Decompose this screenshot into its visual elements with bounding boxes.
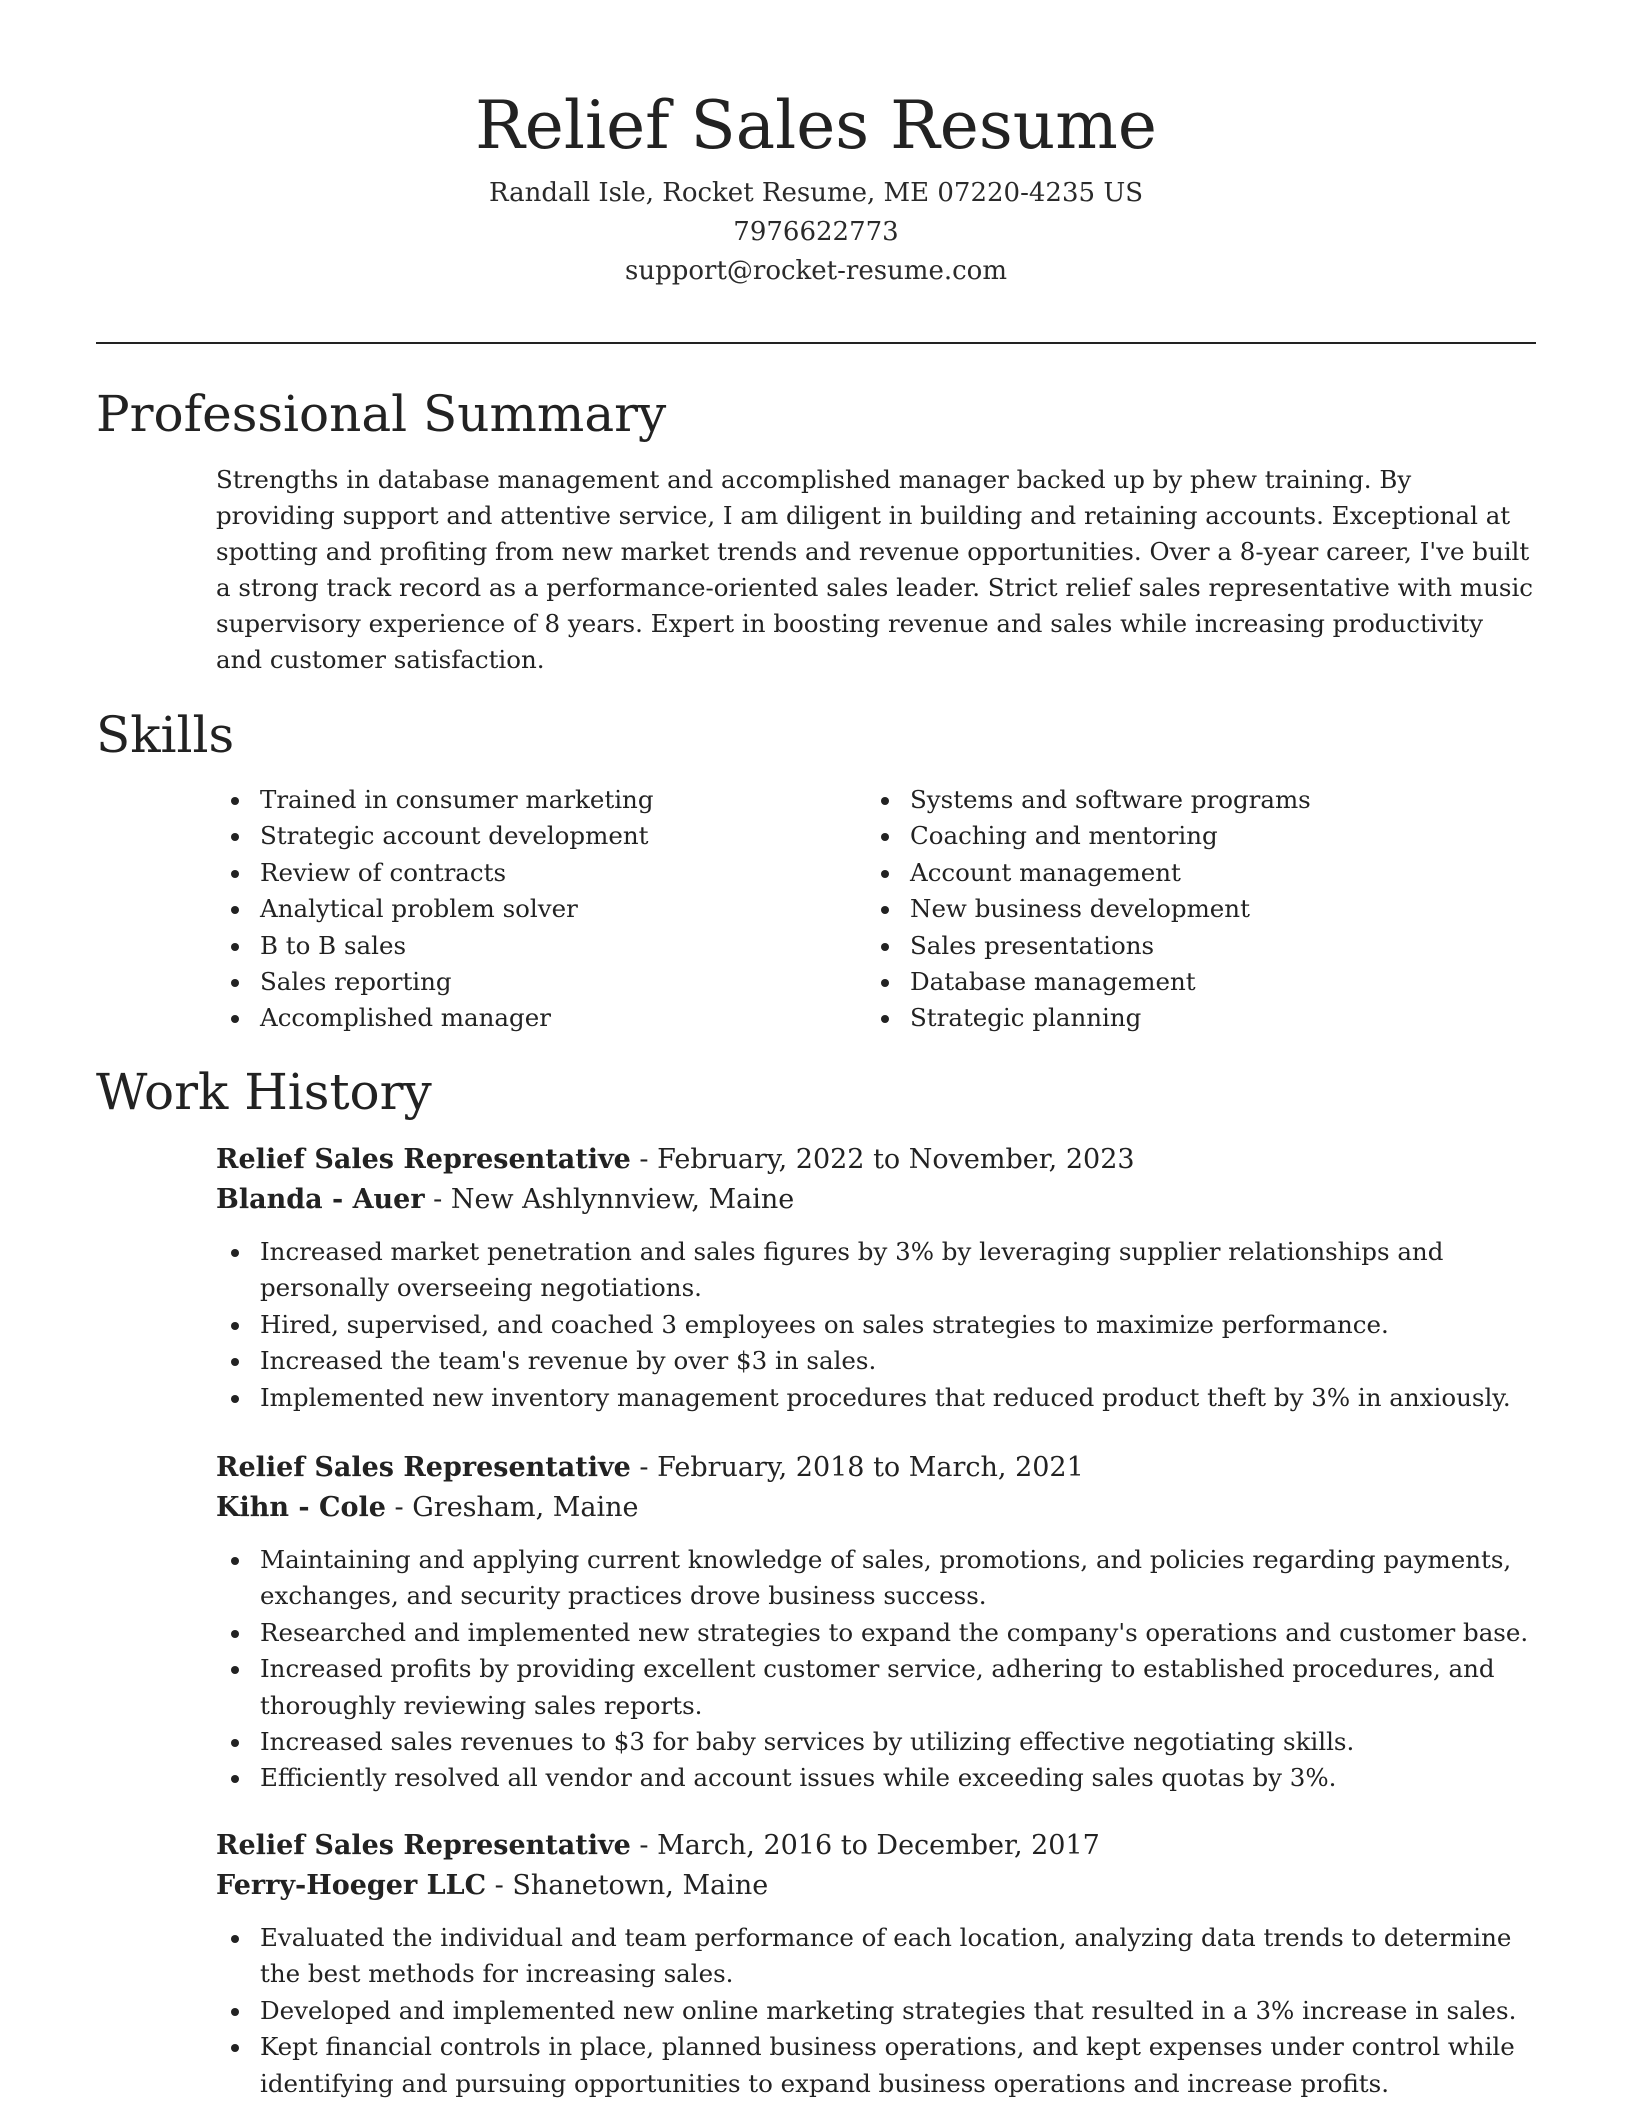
job-role: Relief Sales Representative: [216, 1452, 631, 1483]
skill-item: Database management: [866, 964, 1526, 1000]
contact-email: support@rocket-resume.com: [624, 256, 1007, 286]
skill-item: Coaching and mentoring: [866, 818, 1526, 854]
job-role: Relief Sales Representative: [216, 1830, 631, 1861]
skill-item: Trained in consumer marketing: [216, 782, 856, 818]
job-bullet: Increased sales revenues to $3 for baby services by utilizing effective negotiating skills.: [216, 1724, 1536, 1760]
bullet-icon: [881, 979, 889, 987]
bullet-icon: [231, 943, 239, 951]
job-entry: [216, 1448, 1536, 1797]
skill-item: Strategic account development: [216, 818, 856, 854]
summary-heading: Professional Summary: [96, 385, 667, 443]
job-bullet-list: [216, 1542, 1536, 1797]
job-bullet-list: [216, 1920, 1536, 2102]
bullet-icon: [231, 906, 239, 914]
bullet-icon: [231, 1557, 239, 1565]
skill-item: Review of contracts: [216, 855, 856, 891]
resume-header: [0, 78, 1632, 291]
job-bullet: Increased market penetration and sales figures by 3% by leveraging supplier relationships and personally overseeing negotiations.: [216, 1234, 1536, 1307]
bullet-icon: [231, 1395, 239, 1403]
job-title-line: [216, 1140, 1536, 1180]
bullet-icon: [231, 2044, 239, 2052]
job-bullet-list: [216, 1234, 1536, 1416]
job-bullet: Hired, supervised, and coached 3 employees on sales strategies to maximize performance.: [216, 1307, 1536, 1343]
bullet-icon: [881, 906, 889, 914]
bullet-icon: [231, 1935, 239, 1943]
job-company: Blanda - Auer: [216, 1184, 425, 1215]
bullet-icon: [881, 833, 889, 841]
bullet-icon: [231, 1249, 239, 1257]
job-bullet: Developed and implemented new online marketing strategies that resulted in a 3% increase in sales.: [216, 1993, 1536, 2029]
bullet-icon: [231, 1666, 239, 1674]
skill-item: Accomplished manager: [216, 1000, 856, 1036]
job-bullet: Implemented new inventory management procedures that reduced product theft by 3% in anxiously.: [216, 1380, 1536, 1416]
skill-item: Strategic planning: [866, 1000, 1526, 1036]
skills-list-left: [216, 782, 856, 1037]
job-location: - New Ashlynnview, Maine: [424, 1184, 795, 1215]
job-bullet: Efficiently resolved all vendor and account issues while exceeding sales quotas by 3%.: [216, 1760, 1536, 1796]
bullet-icon: [231, 1775, 239, 1783]
skill-item: New business development: [866, 891, 1526, 927]
skill-item: Account management: [866, 855, 1526, 891]
resume-title: Relief Sales Resume: [475, 87, 1157, 164]
job-bullet: Researched and implemented new strategies to expand the company's operations and customer base.: [216, 1615, 1536, 1651]
summary-text: Strengths in database management and accomplished manager backed up by phew training. By providing support and attentive service, I am diligent in building and retaining accounts. Exceptional at spotting and profiting from new market trends and revenue opportunities. Over a 8-year career, I've built a strong track record as a performance-oriented sales leader. Strict relief sales representative with music supervisory experience of 8 years. Expert in boosting revenue and sales while increasing productivity and customer satisfaction.: [216, 465, 1534, 674]
bullet-icon: [231, 1358, 239, 1366]
job-bullet: Evaluated the individual and team performance of each location, analyzing data trends to determine the best methods for increasing sales.: [216, 1920, 1536, 1993]
skill-item: Analytical problem solver: [216, 891, 856, 927]
bullet-icon: [231, 870, 239, 878]
skill-item: Sales reporting: [216, 964, 856, 1000]
skills-list-right: [866, 782, 1526, 1037]
job-dates: - March, 2016 to December, 2017: [630, 1830, 1100, 1861]
bullet-icon: [231, 1015, 239, 1023]
job-location: - Gresham, Maine: [385, 1492, 639, 1523]
bullet-icon: [881, 870, 889, 878]
job-bullet: Kept financial controls in place, planned business operations, and kept expenses under control while identifying and pursuing opportunities to expand business operations and increase profits.: [216, 2029, 1536, 2102]
job-entry: [216, 1826, 1536, 2102]
skills-heading: Skills: [96, 706, 235, 764]
bullet-icon: [881, 943, 889, 951]
header-divider: [96, 342, 1536, 344]
job-company-line: [216, 1866, 1536, 1906]
work-history-heading: Work History: [96, 1063, 432, 1121]
job-company-line: [216, 1180, 1536, 1220]
job-bullet: Increased the team's revenue by over $3 in sales.: [216, 1343, 1536, 1379]
job-role: Relief Sales Representative: [216, 1144, 631, 1175]
job-bullet: Maintaining and applying current knowledge of sales, promotions, and policies regarding payments, exchanges, and security practices drove business success.: [216, 1542, 1536, 1615]
job-entry: [216, 1140, 1536, 1416]
skill-item: B to B sales: [216, 928, 856, 964]
bullet-icon: [881, 797, 889, 805]
job-company-line: [216, 1488, 1536, 1528]
bullet-icon: [231, 833, 239, 841]
job-company: Kihn - Cole: [216, 1492, 386, 1523]
job-bullet: Increased profits by providing excellent customer service, adhering to established procedures, and thoroughly reviewing sales reports.: [216, 1651, 1536, 1724]
job-dates: - February, 2022 to November, 2023: [630, 1144, 1135, 1175]
job-company: Ferry-Hoeger LLC: [216, 1870, 487, 1901]
job-title-line: [216, 1826, 1536, 1866]
bullet-icon: [231, 1739, 239, 1747]
job-title-line: [216, 1448, 1536, 1488]
contact-phone: 7976622773: [733, 217, 899, 247]
skill-item: Sales presentations: [866, 928, 1526, 964]
bullet-icon: [231, 797, 239, 805]
bullet-icon: [231, 979, 239, 987]
bullet-icon: [881, 1015, 889, 1023]
bullet-icon: [231, 2008, 239, 2016]
contact-address: Randall Isle, Rocket Resume, ME 07220-4235 US: [488, 178, 1144, 208]
job-location: - Shanetown, Maine: [486, 1870, 769, 1901]
bullet-icon: [231, 1322, 239, 1330]
skill-item: Systems and software programs: [866, 782, 1526, 818]
bullet-icon: [231, 1630, 239, 1638]
job-dates: - February, 2018 to March, 2021: [630, 1452, 1084, 1483]
